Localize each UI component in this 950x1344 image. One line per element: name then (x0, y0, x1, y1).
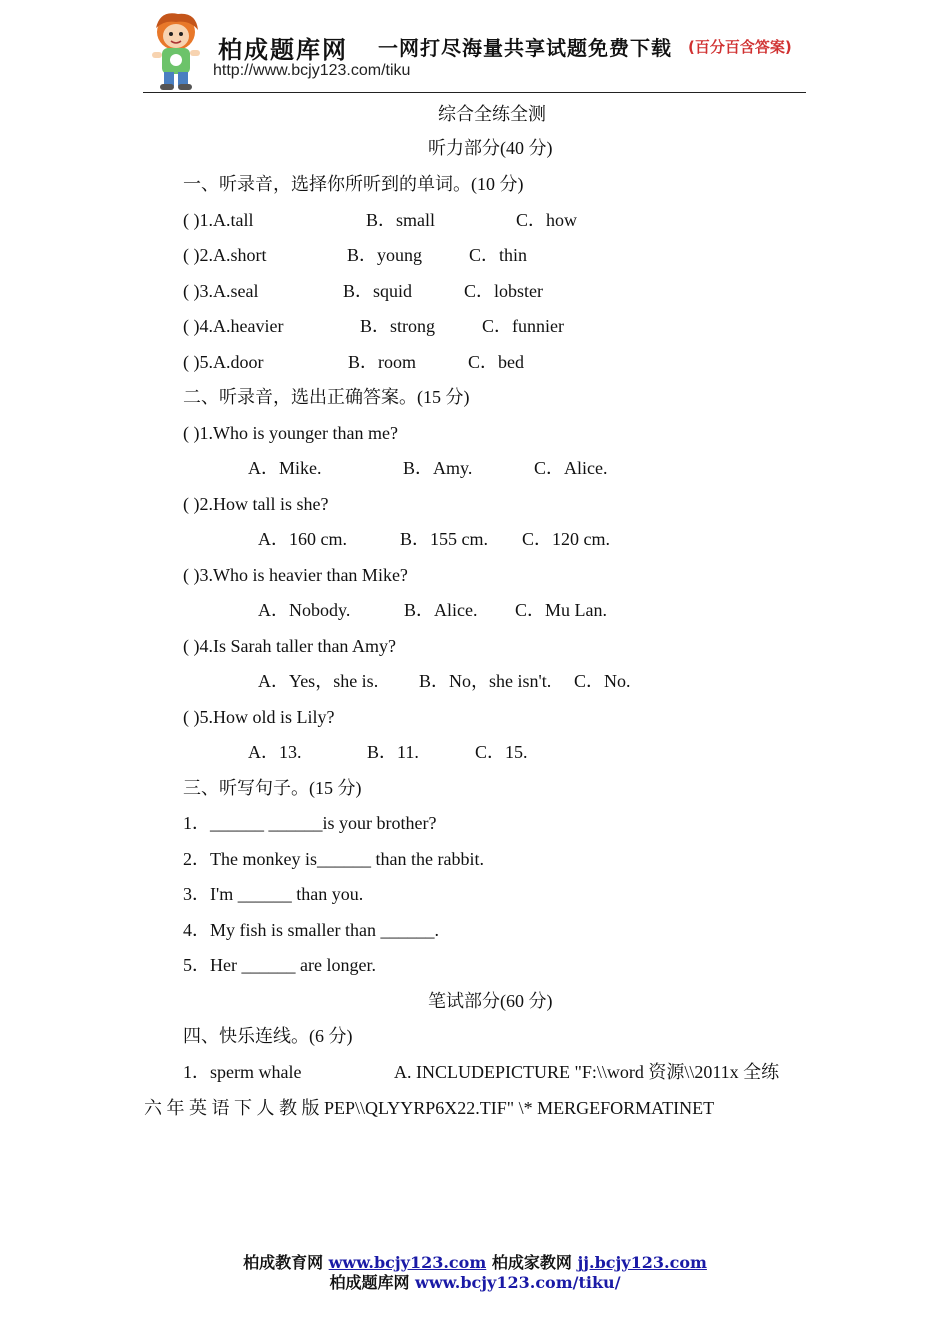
listening-heading: 听力部分(40 分) (428, 138, 553, 158)
dictation-item: 3．I'm ______ than you. (183, 884, 364, 904)
header-url[interactable]: http://www.bcjy123.com/tiku (213, 62, 411, 79)
header-divider (143, 92, 806, 93)
option-b: B．155 cm. (400, 529, 488, 549)
question: ( )2.How tall is she? (183, 494, 329, 514)
question: ( )4.Is Sarah taller than Amy? (183, 636, 396, 656)
option-b: B．small (366, 210, 436, 230)
option-c: C．120 cm. (522, 529, 610, 549)
match-item-left: 1．sperm whale (183, 1062, 302, 1082)
option-a: A．Mike. (248, 458, 322, 478)
option-a: A．Yes，she is. (258, 671, 379, 691)
option-c: C．No. (574, 671, 631, 691)
slogan: 一网打尽海量共享试题免费下载 (378, 36, 672, 60)
option-c: C．lobster (464, 281, 543, 301)
section2-heading: 二、听录音，选出正确答案。(15 分) (183, 387, 470, 407)
footer-label: 柏成题库网 (329, 1273, 410, 1292)
dictation-item: 5．Her ______ are longer. (183, 955, 376, 975)
option-b: B．11. (367, 742, 419, 762)
option-c: C．Mu Lan. (515, 600, 607, 620)
question: ( )1.Who is younger than me? (183, 423, 398, 443)
item-number: ( )4.A.heavier (183, 316, 284, 336)
page-title: 综合全练全测 (438, 104, 546, 124)
footer-label: 柏成家教网 (491, 1253, 572, 1272)
section3-heading: 三、听写句子。(15 分) (183, 778, 362, 798)
option-a: A．13. (248, 742, 302, 762)
option-c: C．how (516, 210, 578, 230)
item-number: ( )3.A.seal (183, 281, 259, 301)
option-a: A．Nobody. (258, 600, 351, 620)
item-number: ( )2.A.short (183, 245, 267, 265)
footer-line-2 (0, 1270, 950, 1293)
option-c: C．Alice. (534, 458, 608, 478)
footer-link-tutor[interactable]: jj.bcjy123.com (577, 1253, 707, 1272)
item-number: ( )5.A.door (183, 352, 264, 372)
dictation-item: 2．The monkey is______ than the rabbit. (183, 849, 484, 869)
option-b: B．Alice. (404, 600, 478, 620)
dictation-item: 4．My fish is smaller than ______. (183, 920, 439, 940)
question: ( )5.How old is Lily? (183, 707, 335, 727)
option-a: A．160 cm. (258, 529, 347, 549)
option-b: B．strong (360, 316, 436, 336)
match-item-continuation: 六 年 英 语 下 人 教 版 PEP\\QLYYRP6X22.TIF" \* MERGEFORMATINET (144, 1098, 715, 1118)
slogan-note: (百分百含答案) (688, 38, 792, 56)
footer-link-tiku[interactable]: www.bcjy123.com/tiku/ (415, 1273, 621, 1292)
section4-heading: 四、快乐连线。(6 分) (183, 1026, 353, 1046)
footer-link-main[interactable]: www.bcjy123.com (328, 1253, 487, 1272)
brand-name: 柏成题库网 (218, 35, 348, 64)
option-b: B．young (347, 245, 423, 265)
item-number: ( )1.A.tall (183, 210, 254, 230)
written-heading: 笔试部分(60 分) (428, 991, 553, 1011)
option-c: C．15. (475, 742, 528, 762)
match-item-right: A. INCLUDEPICTURE "F:\\word 资源\\2011x 全练 (394, 1062, 780, 1082)
dictation-item: 1．______ ______is your brother? (183, 813, 437, 833)
section1-heading: 一、听录音，选择你所听到的单词。(10 分) (183, 174, 524, 194)
question: ( )3.Who is heavier than Mike? (183, 565, 408, 585)
mascot-logo (146, 10, 208, 92)
option-c: C．bed (468, 352, 524, 372)
footer-label: 柏成教育网 (243, 1253, 324, 1272)
option-c: C．funnier (482, 316, 564, 336)
option-b: B．Amy. (403, 458, 473, 478)
option-b: B．squid (343, 281, 413, 301)
option-c: C．thin (469, 245, 528, 265)
option-b: B．No，she isn't. (419, 671, 552, 691)
option-b: B．room (348, 352, 417, 372)
